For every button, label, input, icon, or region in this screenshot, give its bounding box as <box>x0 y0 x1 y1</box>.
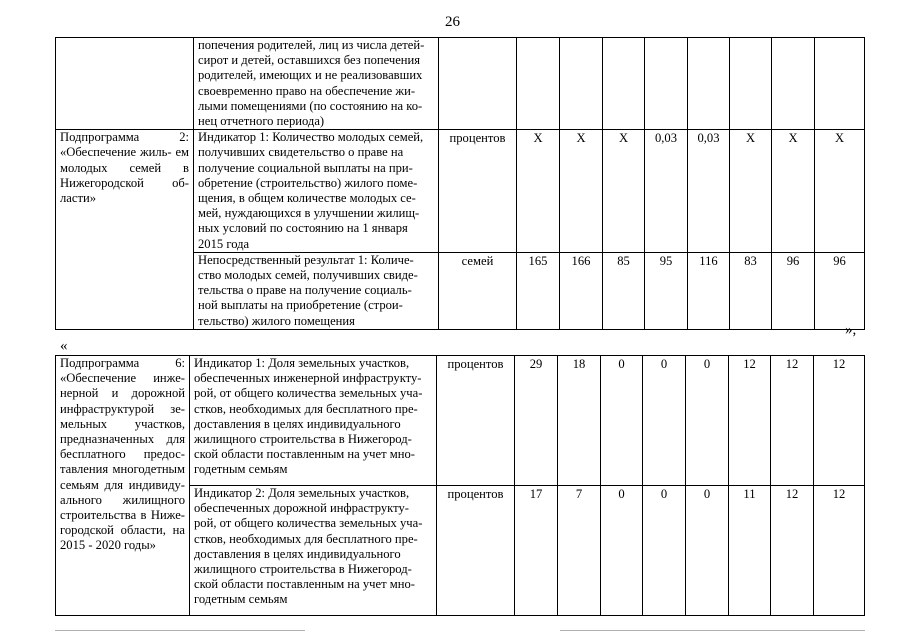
value-cell: X <box>517 130 560 253</box>
value-cell: 12 <box>814 356 865 486</box>
value-cell: 29 <box>515 356 558 486</box>
value-cell: 83 <box>730 252 772 329</box>
program-cell: Подпрограмма 2: «Обеспечение жиль- ем молодых семей в Нижегородской об- ласти» <box>56 130 194 330</box>
value-cell: 12 <box>771 356 814 486</box>
program-cell: Подпрограмма 6: «Обеспечение инже- нерной и дорожной инфраструктурой зе- мельных участков, предназначенных для бесплатного предос- тавления многодетным семьям для индивиду- ального жилищного строительства в Ниже- городской области, на 2015 - 2020 годы» <box>56 356 190 616</box>
value-cell: 0 <box>686 486 729 616</box>
unit-cell: процентов <box>437 486 515 616</box>
value-cell <box>730 38 772 130</box>
indicator-cell: Индикатор 1: Количество молодых семей, получивших свидетельство о праве на получение социальной выплаты на при- обретение (строительство) жилого поме- щения, в общем количестве молодых се- мей, нуждающихся в улучшении жилищ- ных условий по состоянию на 1 января 2015 года <box>194 130 439 253</box>
value-cell <box>603 38 645 130</box>
value-cell: 85 <box>603 252 645 329</box>
table-row <box>56 130 865 253</box>
value-cell: 0,03 <box>688 130 730 253</box>
value-cell: 11 <box>729 486 771 616</box>
opening-quote: « <box>60 338 68 354</box>
page-number: 26 <box>445 14 460 30</box>
value-cell: X <box>815 130 865 253</box>
value-cell: X <box>730 130 772 253</box>
program-cell <box>56 38 194 130</box>
value-cell <box>772 38 815 130</box>
value-cell: 0 <box>643 486 686 616</box>
indicator-cell: Индикатор 2: Доля земельных участков, обеспеченных дорожной инфраструкту- рой, от общего количества земельных уча- стков, необходимых для бесплатного пре- доставления в целях индивидуального жилищного строительства в Нижегород- ской области поставленным на учет мно- годетным семьям <box>190 486 437 616</box>
value-cell: 12 <box>814 486 865 616</box>
indicators-table-continued <box>55 37 865 330</box>
value-cell: X <box>772 130 815 253</box>
page-fold-line <box>55 630 305 631</box>
value-cell <box>560 38 603 130</box>
value-cell: X <box>560 130 603 253</box>
value-cell <box>815 38 865 130</box>
indicator-cell: попечения родителей, лиц из числа детей- сирот и детей, оставшихся без попечения родителей, имеющих и не реализовавших своевременно право на обеспечение жи- лыми помещениями (по состоянию на ко- нец отчетного периода) <box>194 38 439 130</box>
indicator-cell: Непосредственный результат 1: Количе- ство молодых семей, получивших свиде- тельства о праве на получение социаль- ной выплаты на приобретение (строи- тельство) жилого помещения <box>194 252 439 329</box>
indicator-cell: Индикатор 1: Доля земельных участков, обеспеченных инженерной инфраструкту- рой, от общего количества земельных уча- стков, необходимых для бесплатного пре- доставления в целях индивидуального жилищного строительства в Нижегород- ской области поставленным на учет мно- годетным семьям <box>190 356 437 486</box>
value-cell <box>688 38 730 130</box>
page-fold-line <box>560 630 865 631</box>
value-cell: 12 <box>771 486 814 616</box>
value-cell: 0 <box>686 356 729 486</box>
indicators-table-subprogram-6 <box>55 355 865 616</box>
unit-cell: процентов <box>439 130 517 253</box>
value-cell: 12 <box>729 356 771 486</box>
value-cell: 0 <box>601 486 643 616</box>
value-cell: 0 <box>601 356 643 486</box>
value-cell: 165 <box>517 252 560 329</box>
value-cell: 166 <box>560 252 603 329</box>
unit-cell: семей <box>439 252 517 329</box>
table-row <box>56 38 865 130</box>
value-cell <box>645 38 688 130</box>
value-cell: 116 <box>688 252 730 329</box>
value-cell: 18 <box>558 356 601 486</box>
value-cell: 96 <box>815 252 865 329</box>
value-cell: 17 <box>515 486 558 616</box>
unit-cell: процентов <box>437 356 515 486</box>
table-row <box>56 356 865 486</box>
value-cell: 0 <box>643 356 686 486</box>
closing-quote: », <box>845 322 857 338</box>
value-cell: X <box>603 130 645 253</box>
value-cell: 95 <box>645 252 688 329</box>
value-cell <box>517 38 560 130</box>
unit-cell <box>439 38 517 130</box>
value-cell: 0,03 <box>645 130 688 253</box>
value-cell: 96 <box>772 252 815 329</box>
value-cell: 7 <box>558 486 601 616</box>
